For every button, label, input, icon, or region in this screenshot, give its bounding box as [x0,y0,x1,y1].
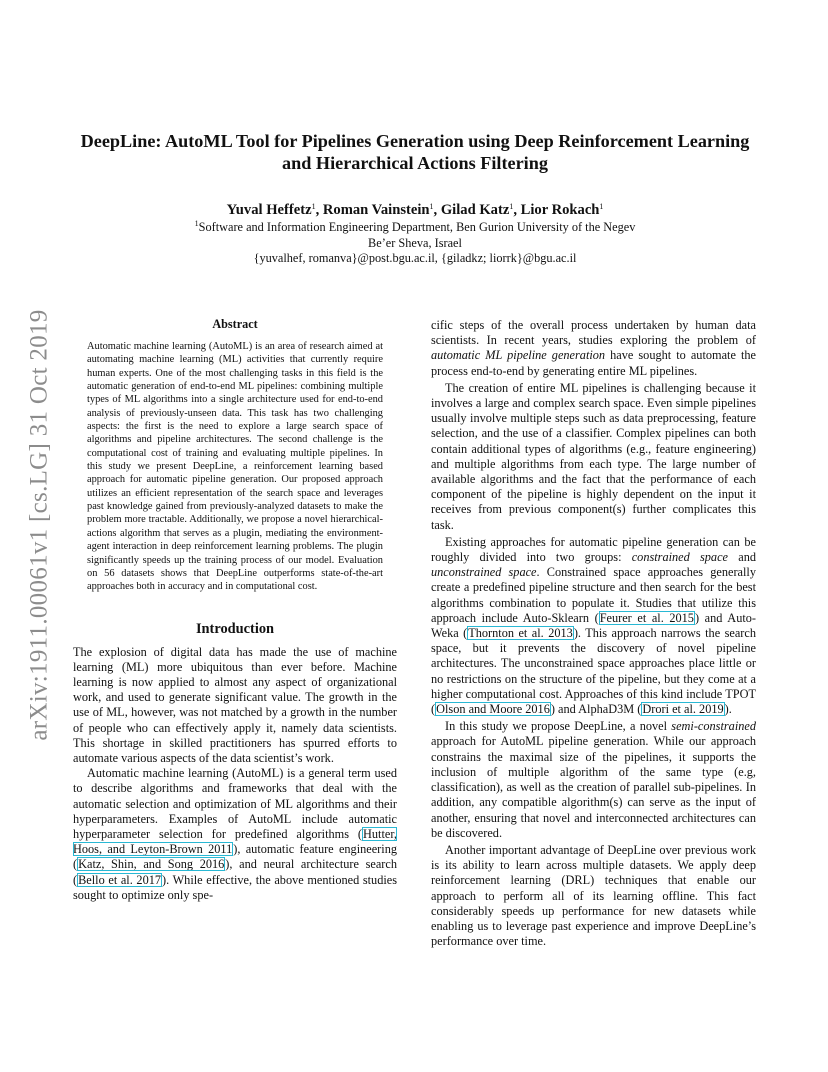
abstract-heading: Abstract [212,317,258,331]
citation-link[interactable]: Katz, Shin, and Song 2016 [78,857,225,872]
right-column [431,318,756,949]
intro-paragraph-1: The explosion of digital data has made the use of machine learning (ML) more ubiquitous than ever before. Machine learning is now applied to almost any aspect of organizational work, and used to generate significant value. The growth in the use of ML, however, was not matched by a growth in the number of people who can effectively apply it, namely data scientists. This shortage in skilled practitioners has spurred efforts to automate various aspects of the data scientist’s work. [73,644,397,765]
affiliation-line: $^1$Software and Information Engineering Department, Ben Gurion University of the Negev [194,219,636,234]
emphasis-text: constrained space [631,550,729,565]
intro-paragraph-2-continued: cific steps of the overall process undertaken by human data scientists. In recent years, studies exploring the problem of automatic ML pipeline generation have sought to automate the process end-to-end by generating entire ML pipelines. [431,318,756,378]
introduction-heading: Introduction [195,620,275,637]
citation-link[interactable]: Drori et al. 2019 [642,702,724,717]
affiliation-block [70,220,760,267]
paper-title: DeepLine: AutoML Tool for Pipelines Generation using Deep Reinforcement Learning and Hierarchical Actions Filtering [80,131,750,173]
arxiv-identifier-text: arXiv:1911.00061v1 [cs.LG] 31 Oct 2019 [26,309,53,741]
author-name: Lior Rokach [520,202,600,218]
author-affiliation-mark: 1 [311,202,316,211]
citation-link[interactable]: Olson and Moore 2016 [436,702,550,717]
author-list: Yuval Heffetz$^1$, Roman Vainstein$^1$, Gilad Katz$^1$, Lior Rokach$^1$ [226,202,604,218]
author-affiliation-mark: 1 [509,202,514,211]
affiliation-mark: 1 [194,219,199,228]
arxiv-identifier-stamp [20,290,60,760]
author-name: Roman Vainstein [322,202,430,218]
author-emails: {yuvalhef, romanva}@post.bgu.ac.il, {giladkz; liorrk}@bgu.ac.il [253,251,577,265]
affiliation-city: Be’er Sheva, Israel [368,235,462,250]
citation-link[interactable]: Thornton et al. 2013 [468,626,573,641]
left-column [73,316,397,903]
citation-link[interactable]: Hutter, Hoos, and Leyton-Brown 2011 [73,826,397,857]
intro-paragraph-2: Automatic machine learning (AutoML) is a general term used to describe algorithms and frameworks that deal with the automatic selection and optimization of ML algorithms and their hyperparameters. Examples of AutoML include automatic hyperparameter selection for predefined algorithms (Hutter, Hoos, and Leyton-Brown 2011), automatic feature engineering (Katz, Shin, and Song 2016), and neural architecture search (Bello et al. 2017). While effective, the above mentioned studies sought to optimize only spe- [73,766,398,902]
intro-paragraph-5: In this study we propose DeepLine, a novel semi-constrained approach for AutoML pipeline generation. While our approach constrains the maximal size of the pipelines, it supports the inclusion of multiple algorithm of the same type (e.g, classification), as well as the creation of parallel sub-pipelines. In addition, any compatible algorithm(s) can serve as the input of another, ensuring that novel and interconnected architectures can be discovered. [431,719,756,840]
author-affiliation-mark: 1 [429,202,434,211]
author-name: Gilad Katz [440,202,510,218]
intro-paragraph-3: The creation of entire ML pipelines is challenging because it involves a large and complex search space. Even simple pipelines usually involve multiple steps such as data preprocessing, feature selection, and the use of a classifier. Complex pipelines can both contain additional types of algorithms (e.g., feature engineering) and multiple algorithms from each type. The large number of available algorithms and the fact that the performance of each component of the pipeline is highly dependent on the input it receives from previous component(s) further complicates this task. [431,380,756,532]
citation-link[interactable]: Feurer et al. 2015 [599,610,694,625]
intro-paragraph-6: Another important advantage of DeepLine over previous work is its ability to learn across multiple datasets. We apply deep reinforcement learning (DRL) techniques that enable our approach to perform all of its learning offline. This fact considerably speeds up performance for new datasets while enabling us to leverage past experience and improve DeepLine’s performance over time. [431,842,756,949]
emphasis-text: semi-constrained [671,719,756,734]
emphasis-text: automatic ML pipeline generation [431,348,606,363]
author-name: Yuval Heffetz [226,202,312,218]
abstract-text: Automatic machine learning (AutoML) is an area of research aimed at automating machine learning (ML) activities that currently require human experts. One of the most challenging tasks in this field is the automatic generation of end-to-end ML pipelines: combining multiple types of ML algorithms into a single architecture used for end-to-end analysis of previously-unseen data. This task has two challenging aspects: the first is the need to explore a large search space of algorithms and pipeline architectures. The second challenge is the computational cost of training and evaluating multiple pipelines. In this study we present DeepLine, a reinforcement learning based approach for automatic pipeline generation. Our proposed approach utilizes an efficient representation of the search space and leverages past knowledge gained from previously-analyzed datasets to make the problem more tractable. Additionally, we propose a novel hierarchical-actions algorithm that serves as a plugin, mediating the environment-agent interaction in deep reinforcement learning problems. The plugin significantly speeds up the training process of our model. Evaluation on 56 datasets shows that DeepLine outperforms state-of-the-art approaches both in accuracy and in computational cost. [87,341,383,593]
emphasis-text: unconstrained space [431,565,537,580]
author-affiliation-mark: 1 [599,202,604,211]
intro-paragraph-4: Existing approaches for automatic pipeline generation can be roughly divided into two groups: constrained space and unconstrained space. Constrained space approaches generally create a predefined pipeline structure and then search for the best algorithms combination to populate it. Studies that utilize this approach include Auto-Sklearn (Feurer et al. 2015) and Auto-Weka (Thornton et al. 2013). This approach narrows the search space, but it prevents the discovery of novel pipeline architectures. The unconstrained space approaches place little or no restrictions on the structure of the pipeline, but they come at a higher computational cost. Approaches of this kind include TPOT (Olson and Moore 2016) and AlphaD3M (Drori et al. 2019). [431,534,757,717]
citation-link[interactable]: Bello et al. 2017 [78,872,162,887]
